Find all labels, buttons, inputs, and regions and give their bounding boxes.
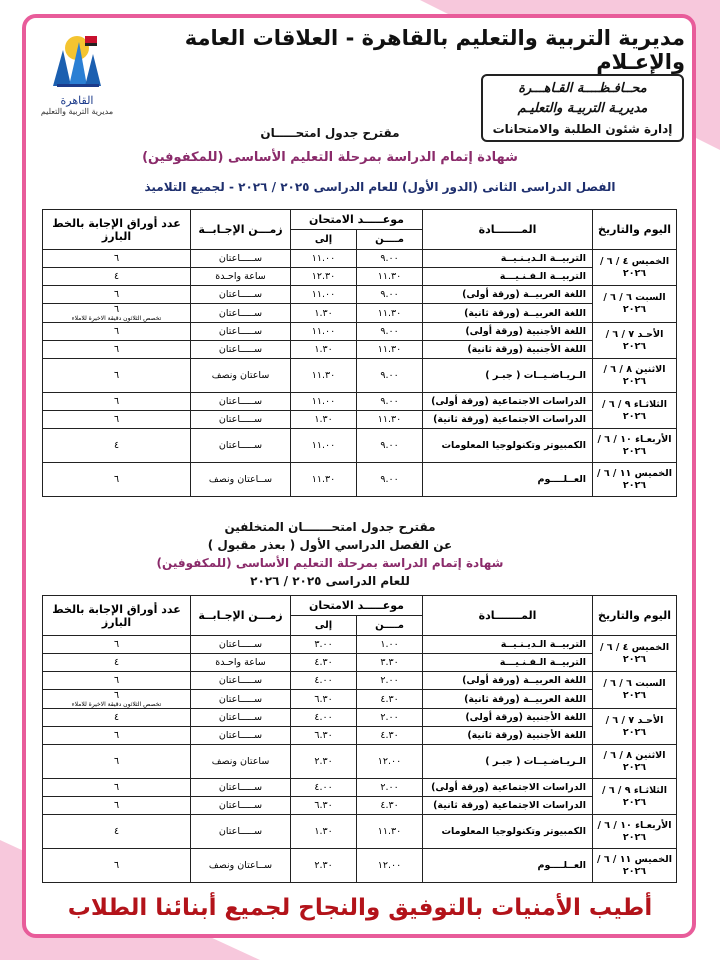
header-exam-time: موعـــــد الامتحان	[291, 210, 423, 230]
sheets-value: ٦	[113, 690, 120, 701]
duration-cell: ســـــاعتان	[191, 429, 291, 463]
subject-cell: الكمبيوتر وتكنولوجيا المعلومات	[423, 429, 593, 463]
exam-schedule-table	[42, 209, 677, 497]
table-row	[43, 745, 677, 779]
subject-cell: اللغة الأجنبية (ورقة أولى)	[423, 709, 593, 727]
table-row	[43, 463, 677, 497]
sheets-cell	[43, 727, 191, 745]
header-sheets: عدد أوراق الإجابة بالخط البارز	[43, 210, 191, 250]
subject-cell: الدراسات الاجتماعية (ورقة أولى)	[423, 393, 593, 411]
to-cell: ١.٣٠	[291, 304, 357, 323]
sheets-value: ٤	[113, 271, 120, 282]
footer-wishes: أطيب الأمنيات بالتوفيق والنجاح لجميع أبنائنا الطلاب	[67, 895, 653, 921]
header-subject: المـــــــادة	[423, 210, 593, 250]
sheets-value: ٦	[113, 304, 120, 315]
from-cell: ١١.٣٠	[357, 268, 423, 286]
from-cell: ٩.٠٠	[357, 323, 423, 341]
to-cell: ٢.٣٠	[291, 849, 357, 883]
logo-text: القاهرة	[60, 94, 94, 107]
duration-cell: ســـــاعتان	[191, 709, 291, 727]
header-to: إلى	[291, 616, 357, 636]
duration-cell: ســـــاعتان	[191, 672, 291, 690]
from-cell: ١.٠٠	[357, 636, 423, 654]
subject-cell: التربيــة الـديـنـيــة	[423, 250, 593, 268]
sheets-value: ٤	[113, 657, 120, 668]
section2-heading: مقترح جدول امتحـــــــان المتخلفين	[224, 520, 436, 534]
duration-cell: ســـــاعتان	[191, 341, 291, 359]
table-row	[43, 429, 677, 463]
to-cell: ٦.٣٠	[291, 797, 357, 815]
table-row	[43, 849, 677, 883]
makeup-schedule-table	[42, 595, 677, 883]
stamp-line-2: مديريـة التربيـة والتعليـم	[517, 101, 648, 116]
section1-term: الفصل الدراسى الثانى (الدور الأول) للعام الدراسى ٢٠٢٥ / ٢٠٢٦ - لجميع التلاميذ	[144, 180, 616, 194]
sheets-value: ٦	[113, 782, 120, 793]
day-cell: السبت ٦ / ٦ / ٢٠٢٦	[593, 286, 677, 323]
to-cell: ١.٣٠	[291, 411, 357, 429]
from-cell: ٤.٣٠	[357, 690, 423, 709]
section2-certificate: شهادة إتمام الدراسة بمرحلة التعليم الأساسى (للمكفوفين)	[156, 556, 504, 570]
directorate-logo	[34, 28, 120, 126]
duration-cell: ســـــاعتان	[191, 304, 291, 323]
sheets-value: ٦	[113, 396, 120, 407]
sheets-value: ٦	[113, 414, 120, 425]
from-cell: ٢.٠٠	[357, 672, 423, 690]
sheets-value: ٦	[113, 253, 120, 264]
header-subject: المـــــــادة	[423, 596, 593, 636]
day-cell: الأحـد ٧ / ٦ / ٢٠٢٦	[593, 323, 677, 359]
sheets-note: تخصص الثلاثون دقيقة الاخيرة للاملاء	[71, 315, 162, 322]
to-cell: ١١.٠٠	[291, 393, 357, 411]
sheets-cell	[43, 268, 191, 286]
duration-cell: ســـــاعتان	[191, 393, 291, 411]
from-cell: ١٢.٠٠	[357, 745, 423, 779]
stamp-line-1: محــافـظــــة القـاهـــرة	[518, 81, 647, 96]
sheets-value: ٦	[113, 860, 120, 871]
header-day: اليوم والتاريخ	[593, 210, 677, 250]
duration-cell: ســـــاعتان	[191, 323, 291, 341]
table-row	[43, 690, 677, 709]
to-cell: ١٢.٣٠	[291, 268, 357, 286]
duration-cell: ســـــاعتان	[191, 286, 291, 304]
table-row	[43, 323, 677, 341]
sheets-cell	[43, 779, 191, 797]
subject-cell: اللغة العربيــة (ورقة أولى)	[423, 672, 593, 690]
table-row	[43, 268, 677, 286]
sheets-value: ٤	[113, 440, 120, 451]
sheets-cell	[43, 745, 191, 779]
duration-cell: ســـــاعتان	[191, 815, 291, 849]
subject-cell: العــلــــوم	[423, 849, 593, 883]
to-cell: ٦.٣٠	[291, 690, 357, 709]
sheets-value: ٦	[113, 344, 120, 355]
subject-cell: اللغة الأجنبية (ورقة أولى)	[423, 323, 593, 341]
from-cell: ١١.٣٠	[357, 341, 423, 359]
subject-cell: الـريـاضـيــات ( جبـر )	[423, 359, 593, 393]
table-row	[43, 815, 677, 849]
day-cell: الخميس ١١ / ٦ / ٢٠٢٦	[593, 463, 677, 497]
from-cell: ٣.٣٠	[357, 654, 423, 672]
to-cell: ١١.٠٠	[291, 250, 357, 268]
from-cell: ٤.٣٠	[357, 797, 423, 815]
stamp-line-3: إدارة شئون الطلبة والامتحانات	[492, 122, 673, 136]
sheets-cell	[43, 286, 191, 304]
table-row	[43, 654, 677, 672]
to-cell: ٤.٣٠	[291, 654, 357, 672]
to-cell: ١١.٠٠	[291, 323, 357, 341]
to-cell: ٢.٣٠	[291, 745, 357, 779]
day-cell: الثلاثـاء ٩ / ٦ / ٢٠٢٦	[593, 393, 677, 429]
logo-subtext: مديرية التربية والتعليم	[40, 107, 114, 116]
duration-cell: ساعتان ونصف	[191, 359, 291, 393]
sheets-cell	[43, 709, 191, 727]
subject-cell: الكمبيوتر وتكنولوجيا المعلومات	[423, 815, 593, 849]
sheets-value: ٦	[113, 326, 120, 337]
table-row	[43, 359, 677, 393]
duration-cell: ســاعتان ونصف	[191, 463, 291, 497]
duration-cell: ســاعتان ونصف	[191, 849, 291, 883]
sheets-cell	[43, 654, 191, 672]
sheets-value: ٦	[113, 289, 120, 300]
sheets-cell	[43, 250, 191, 268]
sheets-value: ٦	[113, 639, 120, 650]
sheets-value: ٦	[113, 800, 120, 811]
subject-cell: الدراسات الاجتماعية (ورقة ثانية)	[423, 797, 593, 815]
table-row	[43, 727, 677, 745]
sheets-cell	[43, 323, 191, 341]
sheets-cell	[43, 672, 191, 690]
subject-cell: التربيــة الـفـنـيـــة	[423, 268, 593, 286]
day-cell: الخميس ٤ / ٦ / ٢٠٢٦	[593, 250, 677, 286]
duration-cell: ســـــاعتان	[191, 636, 291, 654]
table-row	[43, 304, 677, 323]
to-cell: ١١.٠٠	[291, 429, 357, 463]
sheets-value: ٦	[113, 756, 120, 767]
sheets-cell	[43, 393, 191, 411]
sheets-value: ٦	[113, 474, 120, 485]
sheets-cell	[43, 849, 191, 883]
section2-year: للعام الدراسى ٢٠٢٥ / ٢٠٢٦	[250, 574, 410, 588]
table-row	[43, 393, 677, 411]
day-cell: الخميس ٤ / ٦ / ٢٠٢٦	[593, 636, 677, 672]
day-cell: الخميس ١١ / ٦ / ٢٠٢٦	[593, 849, 677, 883]
from-cell: ٩.٠٠	[357, 429, 423, 463]
subject-cell: اللغة الأجنبية (ورقة ثانية)	[423, 727, 593, 745]
from-cell: ٢.٠٠	[357, 779, 423, 797]
to-cell: ٤.٠٠	[291, 672, 357, 690]
sheets-cell	[43, 815, 191, 849]
page-title: مديرية التربية والتعليم بالقاهرة - العلاقات العامة والإعـلام	[184, 26, 685, 74]
table-row	[43, 779, 677, 797]
table-row	[43, 636, 677, 654]
duration-cell: ســـــاعتان	[191, 411, 291, 429]
sheets-cell	[43, 359, 191, 393]
table-row	[43, 672, 677, 690]
sheets-cell	[43, 411, 191, 429]
table-row	[43, 797, 677, 815]
section1-subheading: شهادة إتمام الدراسة بمرحلة التعليم الأساسى (للمكفوفين)	[142, 150, 518, 165]
duration-cell: ســـــاعتان	[191, 690, 291, 709]
subject-cell: التربيــة الـديـنـيــة	[423, 636, 593, 654]
duration-cell: ســـــاعتان	[191, 797, 291, 815]
from-cell: ١١.٣٠	[357, 411, 423, 429]
sheets-value: ٦	[113, 370, 120, 381]
to-cell: ١.٣٠	[291, 341, 357, 359]
table-row	[43, 286, 677, 304]
duration-cell: ســـــاعتان	[191, 727, 291, 745]
table-row	[43, 709, 677, 727]
from-cell: ١١.٣٠	[357, 304, 423, 323]
to-cell: ١.٣٠	[291, 815, 357, 849]
subject-cell: التربيــة الـفـنـيـــة	[423, 654, 593, 672]
header-sheets: عدد أوراق الإجابة بالخط البارز	[43, 596, 191, 636]
to-cell: ١١.٠٠	[291, 286, 357, 304]
from-cell: ٩.٠٠	[357, 250, 423, 268]
to-cell: ٣.٠٠	[291, 636, 357, 654]
header-exam-time: موعـــــد الامتحان	[291, 596, 423, 616]
header-duration: زمـــن الإجـابــة	[191, 210, 291, 250]
day-cell: الأربعـاء ١٠ / ٦ / ٢٠٢٦	[593, 429, 677, 463]
sheets-cell	[43, 690, 191, 709]
header-from: مــــن	[357, 230, 423, 250]
sheets-note: تخصص الثلاثون دقيقة الاخيرة للاملاء	[71, 701, 162, 708]
subject-cell: اللغة العربيــة (ورقة ثانية)	[423, 304, 593, 323]
subject-cell: اللغة العربيــة (ورقة أولى)	[423, 286, 593, 304]
from-cell: ١١.٣٠	[357, 815, 423, 849]
sheets-value: ٦	[113, 675, 120, 686]
subject-cell: العــلــــوم	[423, 463, 593, 497]
sheets-value: ٤	[113, 826, 120, 837]
sheets-value: ٦	[113, 730, 120, 741]
from-cell: ٩.٠٠	[357, 286, 423, 304]
header-from: مــــن	[357, 616, 423, 636]
to-cell: ٤.٠٠	[291, 709, 357, 727]
duration-cell: ســـــاعتان	[191, 250, 291, 268]
sheets-cell	[43, 304, 191, 323]
duration-cell: ســـــاعتان	[191, 779, 291, 797]
from-cell: ٩.٠٠	[357, 463, 423, 497]
to-cell: ١١.٣٠	[291, 359, 357, 393]
header-duration: زمـــن الإجـابــة	[191, 596, 291, 636]
table-header-row	[43, 596, 677, 616]
sheets-cell	[43, 636, 191, 654]
day-cell: السبت ٦ / ٦ / ٢٠٢٦	[593, 672, 677, 709]
sheets-cell	[43, 429, 191, 463]
table-header-row	[43, 210, 677, 230]
day-cell: الثلاثـاء ٩ / ٦ / ٢٠٢٦	[593, 779, 677, 815]
day-cell: الأحـد ٧ / ٦ / ٢٠٢٦	[593, 709, 677, 745]
header-to: إلى	[291, 230, 357, 250]
from-cell: ٤.٣٠	[357, 727, 423, 745]
to-cell: ٤.٠٠	[291, 779, 357, 797]
to-cell: ١١.٣٠	[291, 463, 357, 497]
section1-heading: مقترح جدول امتحـــــان	[260, 126, 400, 140]
duration-cell: ساعتان ونصف	[191, 745, 291, 779]
sheets-cell	[43, 463, 191, 497]
table-row	[43, 411, 677, 429]
subject-cell: اللغة الأجنبية (ورقة ثانية)	[423, 341, 593, 359]
sheets-cell	[43, 797, 191, 815]
subject-cell: الدراسات الاجتماعية (ورقة أولى)	[423, 779, 593, 797]
table-row	[43, 341, 677, 359]
day-cell: الاثنين ٨ / ٦ / ٢٠٢٦	[593, 745, 677, 779]
section2-subheading: عن الفصل الدراسي الأول ( بعذر مقبول )	[207, 538, 453, 552]
sheets-cell	[43, 341, 191, 359]
day-cell: الاثنين ٨ / ٦ / ٢٠٢٦	[593, 359, 677, 393]
table-row	[43, 250, 677, 268]
from-cell: ٩.٠٠	[357, 393, 423, 411]
subject-cell: الـريـاضـيــات ( جبـر )	[423, 745, 593, 779]
to-cell: ٦.٣٠	[291, 727, 357, 745]
subject-cell: الدراسات الاجتماعية (ورقة ثانية)	[423, 411, 593, 429]
day-cell: الأربعـاء ١٠ / ٦ / ٢٠٢٦	[593, 815, 677, 849]
from-cell: ٩.٠٠	[357, 359, 423, 393]
duration-cell: ساعة واحـدة	[191, 268, 291, 286]
from-cell: ١٢.٠٠	[357, 849, 423, 883]
subject-cell: اللغة العربيــة (ورقة ثانية)	[423, 690, 593, 709]
header-day: اليوم والتاريخ	[593, 596, 677, 636]
logo-emblem-icon	[47, 28, 107, 90]
sheets-value: ٤	[113, 712, 120, 723]
from-cell: ٢.٠٠	[357, 709, 423, 727]
duration-cell: ساعة واحـدة	[191, 654, 291, 672]
